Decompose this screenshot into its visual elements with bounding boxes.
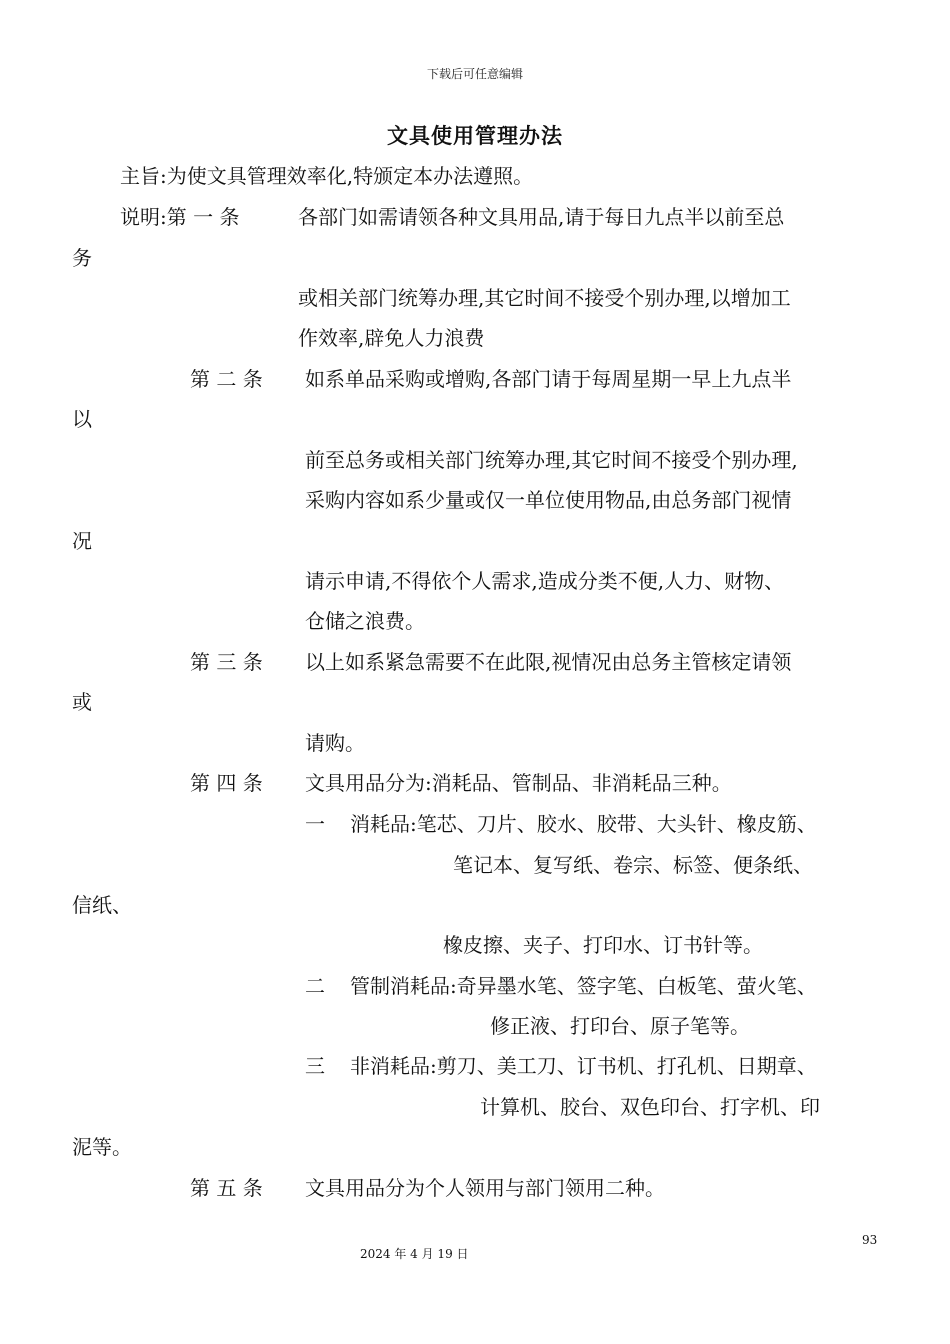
- item-1-line-4: 橡皮擦、夹子、打印水、订书针等。: [443, 933, 763, 957]
- article-2-line-5: 况: [72, 529, 92, 553]
- article-1-label: 说明:第 一 条: [120, 205, 240, 229]
- article-2-line-6: 请示申请,不得依个人需求,造成分类不便,人力、财物、: [305, 569, 785, 593]
- item-1-number: 一: [305, 812, 325, 836]
- article-3-label: 第 三 条: [190, 650, 263, 674]
- article-5-line-1: 文具用品分为个人领用与部门领用二种。: [305, 1176, 665, 1200]
- purpose-statement: 主旨:为使文具管理效率化,特颁定本办法遵照。: [120, 164, 534, 188]
- article-2-line-1: 如系单品采购或增购,各部门请于每周星期一早上九点半: [305, 367, 792, 391]
- item-3-line-2: 计算机、胶台、双色印台、打字机、印: [480, 1095, 820, 1119]
- article-2-line-2: 以: [72, 407, 92, 431]
- article-3-line-1: 以上如系紧急需要不在此限,视情况由总务主管核定请领: [305, 650, 792, 674]
- item-3-line-3: 泥等。: [72, 1135, 132, 1159]
- item-3-line-1: 非消耗品:剪刀、美工刀、订书机、打孔机、日期章、: [350, 1054, 817, 1078]
- footer-date: 2024 年 4 月 19 日: [360, 1247, 469, 1261]
- article-2-label: 第 二 条: [190, 367, 263, 391]
- article-2-line-3: 前至总务或相关部门统筹办理,其它时间不接受个别办理,: [305, 448, 798, 472]
- article-5-label: 第 五 条: [190, 1176, 263, 1200]
- page-header-note: 下载后可任意编辑: [426, 67, 523, 81]
- item-2-line-1: 管制消耗品:奇异墨水笔、签字笔、白板笔、萤火笔、: [350, 974, 817, 998]
- article-1-line-2: 务: [72, 246, 92, 270]
- document-title: 文具使用管理办法: [387, 123, 563, 148]
- item-2-number: 二: [305, 974, 325, 998]
- article-3-line-2: 或: [72, 690, 92, 714]
- article-1-line-4: 作效率,辟免人力浪费: [298, 326, 485, 350]
- article-2-line-4: 采购内容如系少量或仅一单位使用物品,由总务部门视情: [305, 488, 792, 512]
- article-4-line-1: 文具用品分为:消耗品、管制品、非消耗品三种。: [305, 771, 732, 795]
- article-2-line-7: 仓储之浪费。: [305, 609, 425, 633]
- page-number: 93: [862, 1233, 878, 1247]
- article-4-label: 第 四 条: [190, 771, 263, 795]
- article-1-line-3: 或相关部门统筹办理,其它时间不接受个别办理,以增加工: [298, 286, 791, 310]
- article-1-line-1: 各部门如需请领各种文具用品,请于每日九点半以前至总: [298, 205, 785, 229]
- item-1-line-3: 信纸、: [72, 893, 132, 917]
- item-3-number: 三: [305, 1054, 325, 1078]
- item-1-line-2: 笔记本、复写纸、卷宗、标签、便条纸、: [453, 853, 813, 877]
- item-2-line-2: 修正液、打印台、原子笔等。: [490, 1014, 750, 1038]
- article-3-line-3: 请购。: [305, 731, 365, 755]
- item-1-line-1: 消耗品:笔芯、刀片、胶水、胶带、大头针、橡皮筋、: [350, 812, 817, 836]
